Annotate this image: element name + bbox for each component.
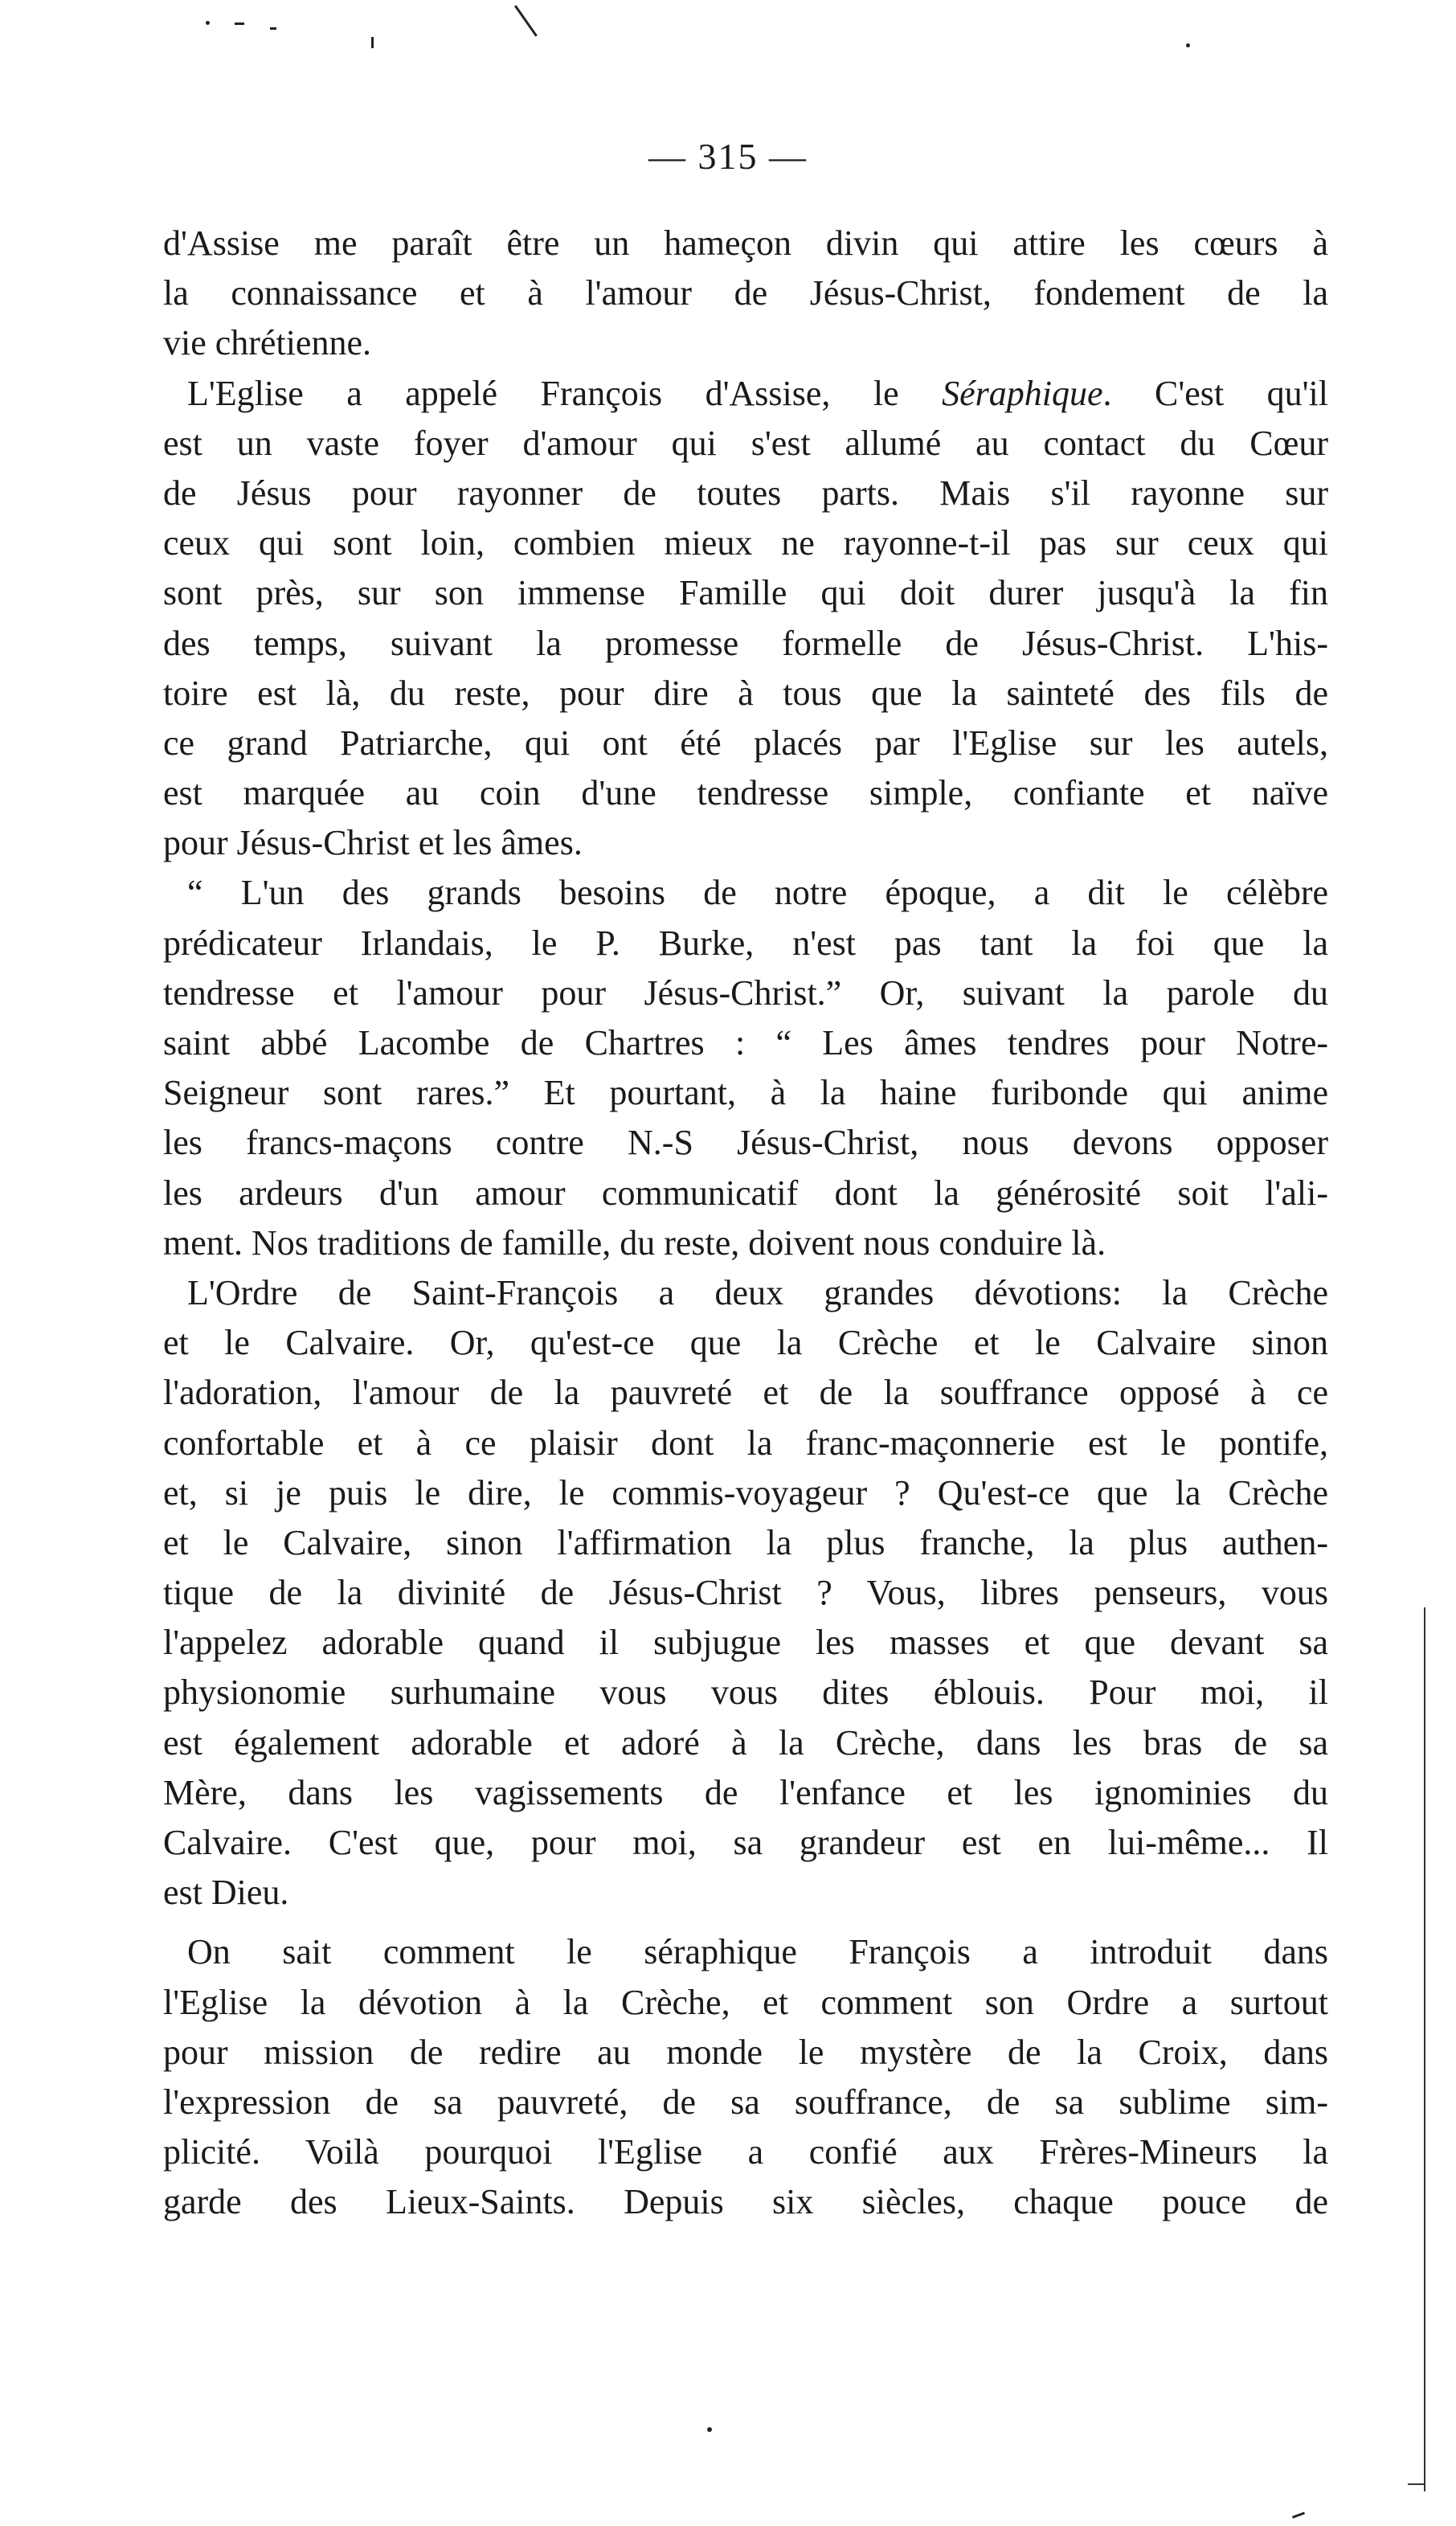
text-line: les ardeurs d'un amour communicatif dont la générosité soit l'ali-	[163, 1173, 1328, 1213]
text-line: pour mission de redire au monde le mystère de la Croix, dans	[163, 2032, 1328, 2072]
text-line: ce grand Patriarche, qui ont été placés par l'Eglise sur les autels,	[163, 723, 1328, 763]
text-line: pour Jésus-Christ et les âmes.	[163, 823, 583, 863]
text-line: saint abbé Lacombe de Chartres : “ Les âmes tendres pour Notre-	[163, 1023, 1328, 1062]
text-line: plicité. Voilà pourquoi l'Eglise a confié aux Frères-Mineurs la	[163, 2132, 1328, 2172]
text-line: confortable et à ce plaisir dont la franc-maçonnerie est le pontife,	[163, 1423, 1328, 1463]
text-line: l'appelez adorable quand il subjugue les masses et que devant sa	[163, 1623, 1328, 1663]
text-line: Mère, dans les vagissements de l'enfance et les ignominies du	[163, 1772, 1328, 1812]
scan-speck	[1186, 43, 1190, 47]
scan-speck	[371, 37, 374, 48]
paragraph	[163, 1268, 1328, 1918]
scan-speck	[270, 27, 276, 30]
text-line: les francs-maçons contre N.-S Jésus-Christ, nous devons opposer	[163, 1123, 1328, 1163]
text-line: et le Calvaire, sinon l'affirmation la plus franche, la plus authen-	[163, 1522, 1328, 1562]
text-line: de Jésus pour rayonner de toutes parts. Mais s'il rayonne sur	[163, 473, 1328, 513]
text-line: Seigneur sont rares.” Et pourtant, à la haine furibonde qui anime	[163, 1073, 1328, 1113]
text-line: d'Assise me paraît être un hameçon divin qui attire les cœurs à	[163, 223, 1328, 263]
text-line: des temps, suivant la promesse formelle de Jésus-Christ. L'his-	[163, 623, 1328, 663]
text-line: tique de la divinité de Jésus-Christ ? Vous, libres penseurs, vous	[163, 1573, 1328, 1613]
text-line: sont près, sur son immense Famille qui doit durer jusqu'à la fin	[163, 573, 1328, 613]
text-line: Calvaire. C'est que, pour moi, sa grandeur est en lui-même... Il	[163, 1823, 1328, 1862]
italic-term: Séraphique	[942, 373, 1103, 413]
text-line: et le Calvaire. Or, qu'est-ce que la Crèche et le Calvaire sinon	[163, 1323, 1328, 1363]
text-line: garde des Lieux-Saints. Depuis six siècles, chaque pouce de	[163, 2182, 1328, 2222]
paragraph	[163, 1927, 1328, 2227]
text-line: est également adorable et adoré à la Crèche, dans les bras de sa	[163, 1722, 1328, 1762]
text-line: tendresse et l'amour pour Jésus-Christ.” Or, suivant la parole du	[163, 972, 1328, 1013]
text-line: vie chrétienne.	[163, 323, 371, 363]
scan-speck	[707, 2427, 712, 2432]
paragraph	[163, 868, 1328, 1268]
scan-speck	[1292, 2512, 1305, 2518]
scan-speck	[235, 23, 244, 25]
page-edge	[1424, 1607, 1425, 2491]
scan-speck	[514, 5, 538, 36]
paragraph	[163, 369, 1328, 869]
text-line: L'Eglise a appelé François d'Assise, le Séraphique. C'est qu'il	[187, 373, 1329, 413]
text-line: l'adoration, l'amour de la pauvreté et de la souffrance opposé à ce	[163, 1373, 1328, 1413]
text-line: est Dieu.	[163, 1873, 289, 1913]
scan-speck	[206, 21, 210, 25]
text-line: l'expression de sa pauvreté, de sa souffrance, de sa sublime sim-	[163, 2082, 1328, 2122]
text-line: et, si je puis le dire, le commis-voyageur ? Qu'est-ce que la Crèche	[163, 1472, 1328, 1513]
body-text	[163, 219, 1328, 2228]
text-line: est un vaste foyer d'amour qui s'est allumé au contact du Cœur	[163, 423, 1328, 463]
paragraph	[163, 219, 1328, 369]
text-line: ment. Nos traditions de famille, du reste, doivent nous conduire là.	[163, 1222, 1106, 1263]
text-line: la connaissance et à l'amour de Jésus-Christ, fondement de la	[163, 273, 1328, 313]
page-edge	[1408, 2483, 1425, 2485]
page-number: — 315 —	[648, 136, 808, 177]
text-line: physionomie surhumaine vous vous dites éblouis. Pour moi, il	[163, 1672, 1328, 1713]
text-line: On sait comment le séraphique François a introduit dans	[187, 1932, 1328, 1972]
text-line: L'Ordre de Saint-François a deux grandes dévotions: la Crèche	[187, 1272, 1328, 1312]
text-line: est marquée au coin d'une tendresse simple, confiante et naïve	[163, 773, 1328, 813]
text-line: toire est là, du reste, pour dire à tous que la sainteté des fils de	[163, 673, 1328, 713]
text-line: l'Eglise la dévotion à la Crèche, et comment son Ordre a surtout	[163, 1982, 1328, 2022]
text-line: “ L'un des grands besoins de notre époque, a dit le célèbre	[187, 873, 1328, 913]
text-line: ceux qui sont loin, combien mieux ne rayonne-t-il pas sur ceux qui	[163, 523, 1328, 563]
text-line: prédicateur Irlandais, le P. Burke, n'est pas tant la foi que la	[163, 923, 1328, 963]
